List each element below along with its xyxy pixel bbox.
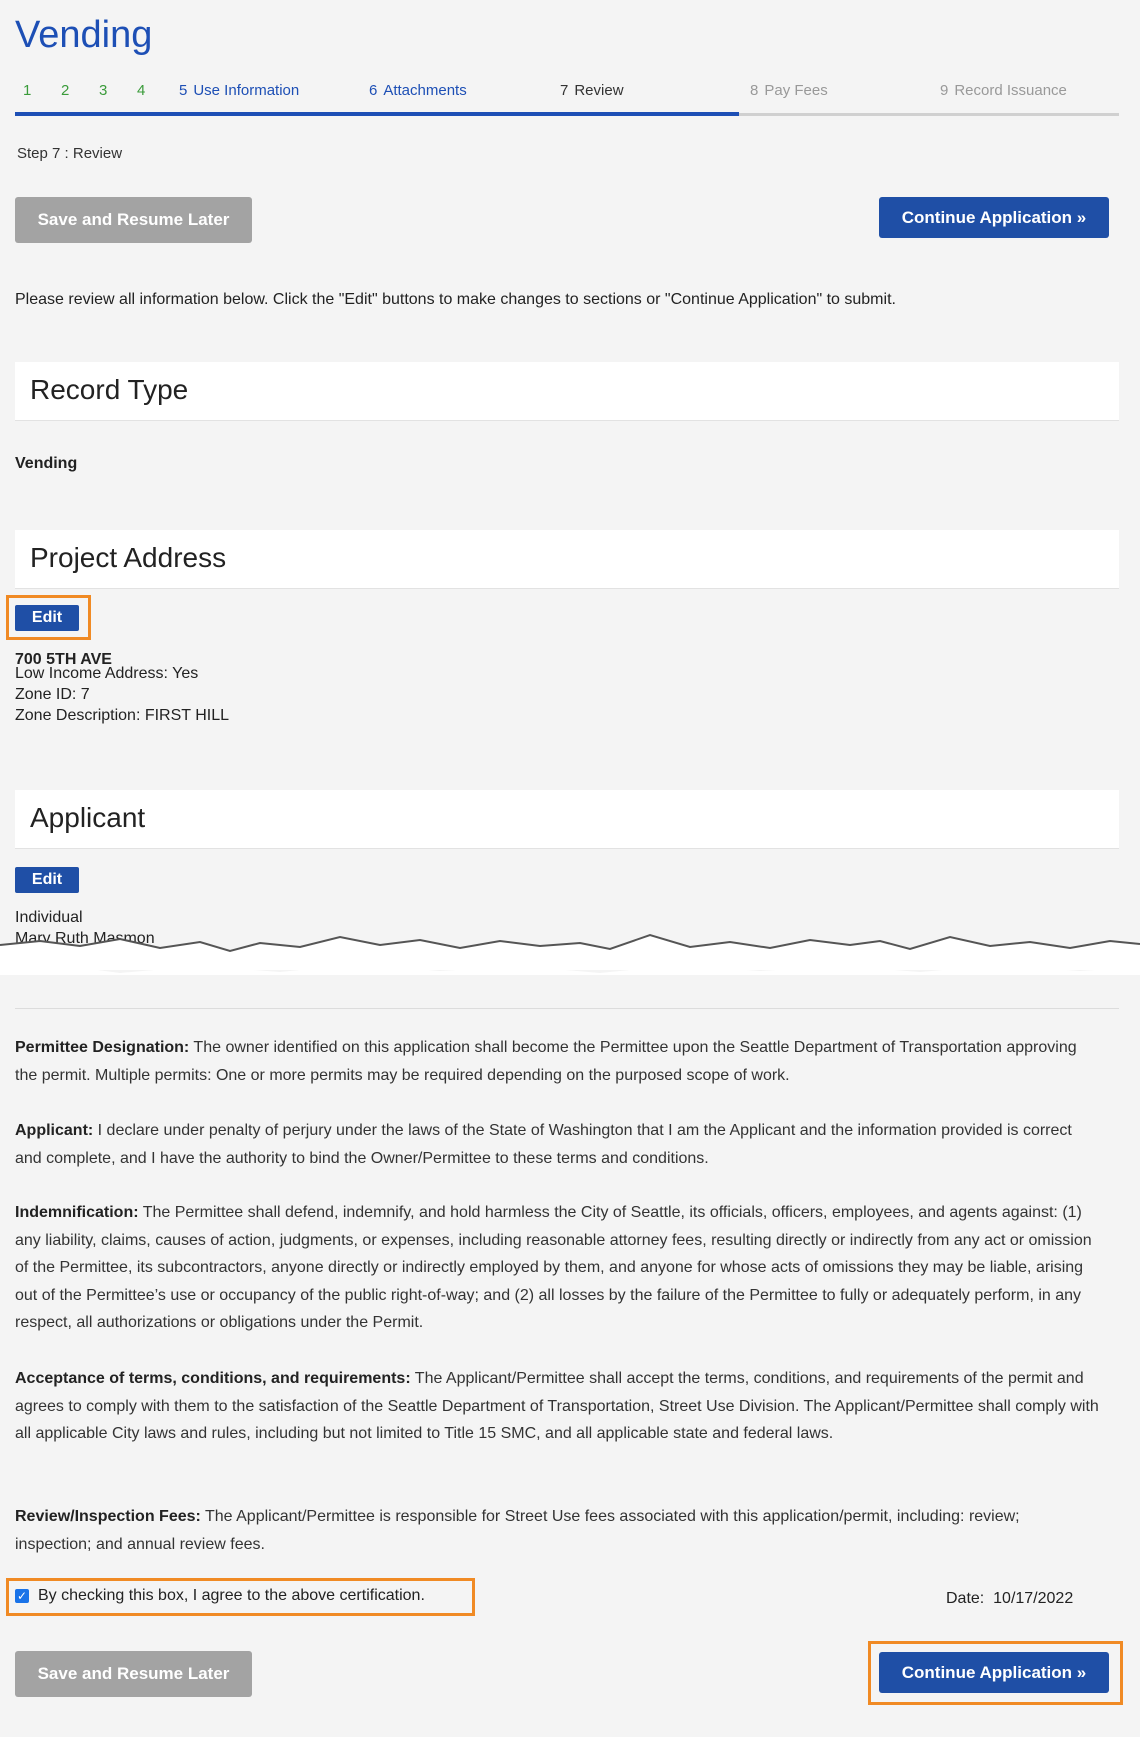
- torn-edge-divider: [0, 915, 1140, 1005]
- applicant-declaration-paragraph: Applicant: I declare under penalty of perjury under the laws of the State of Washington that I am the Applicant and the information provided is correct and complete, and I have the authority to bind the Owner/Permittee to these terms and conditions.: [15, 1122, 1072, 1167]
- step-4[interactable]: 4: [137, 82, 146, 99]
- review-instructions: Please review all information below. Click the "Edit" buttons to make changes to sections or "Continue Application" to submit.: [15, 291, 896, 308]
- acceptance-paragraph: Acceptance of terms, conditions, and requirements: The Applicant/Permittee shall accept the terms, conditions, and requirements of the permit and agrees to comply with them to the satisfaction of the Seattle Department of Transportation, Street Use Division. The Applicant/Permittee shall comply with all applicable City laws and rules, including but not limited to Title 15 SMC, and all applicable state and federal laws.: [15, 1370, 1099, 1442]
- step-3[interactable]: 3: [99, 82, 108, 99]
- progress-bar-rest: [739, 113, 1119, 116]
- zone-description: Zone Description: FIRST HILL: [15, 707, 230, 724]
- section-heading: Applicant: [30, 802, 146, 833]
- step-9-record-issuance: 9 Record Issuance: [940, 82, 1067, 99]
- permittee-designation-paragraph: Permittee Designation: The owner identified on this application shall become the Permittee upon the Seattle Department of Transportation approving the permit. Multiple permits: One or more permits may be required depending on the purposed scope of work.: [15, 1039, 1077, 1084]
- record-type-value: Vending: [15, 455, 78, 472]
- step-progress: [15, 70, 1119, 118]
- certification-row: [15, 1587, 425, 1605]
- save-resume-later-button[interactable]: Save and Resume Later: [15, 197, 252, 243]
- certification-checkbox[interactable]: ✓: [16, 1588, 28, 1603]
- date-label: Date:: [946, 1590, 985, 1607]
- applicant-name: Mary Ruth Masmon: [15, 930, 155, 947]
- page-title: Vending: [15, 14, 153, 56]
- certification-label: By checking this box, I agree to the above certification.: [38, 1587, 425, 1604]
- continue-application-button[interactable]: Continue Application »: [879, 197, 1109, 238]
- record-type-section-header: [15, 362, 1119, 421]
- low-income-status: Low Income Address: Yes: [15, 665, 199, 682]
- date-display: [946, 1590, 1073, 1608]
- edit-applicant-button[interactable]: Edit: [15, 867, 79, 893]
- step-1[interactable]: 1: [23, 82, 32, 99]
- step-5-use-information[interactable]: 5 Use Information: [179, 82, 300, 99]
- applicant-type: Individual: [15, 909, 83, 926]
- divider: [15, 1008, 1119, 1009]
- applicant-section-header: [15, 790, 1119, 849]
- project-address-section-header: [15, 530, 1119, 589]
- address-value: 700 5TH AVE: [15, 651, 112, 668]
- edit-project-address-button[interactable]: Edit: [15, 605, 79, 631]
- step-6-attachments[interactable]: 6 Attachments: [369, 82, 467, 99]
- save-resume-later-button-bottom[interactable]: Save and Resume Later: [15, 1651, 252, 1697]
- continue-application-button-bottom[interactable]: Continue Application »: [879, 1652, 1109, 1693]
- date-value: 10/17/2022: [993, 1590, 1074, 1607]
- zone-id: Zone ID: 7: [15, 686, 90, 703]
- step-8-pay-fees: 8 Pay Fees: [750, 82, 828, 99]
- current-step-label: Step 7 : Review: [17, 145, 123, 162]
- indemnification-paragraph: Indemnification: The Permittee shall defend, indemnify, and hold harmless the City of Seattle, its officials, officers, employees, and agents against: (1) any liability, claims, causes of action, judgments, or expenses, including reasonable attorney fees, resulting directly or indirectly from any act or omission of the Permittee, its subcontractors, anyone directly or indirectly employed by them, and anyone for whose acts of omissions they may be liable, arising out of the Permittee’s use or occupancy of the public right-of-way; and (2) all losses by the failure of the Permittee to fully or adequately perform, in any respect, all authorizations or obligations under the Permit.: [15, 1204, 1092, 1331]
- step-7-review: 7 Review: [560, 82, 624, 99]
- review-fees-paragraph: Review/Inspection Fees: The Applicant/Permittee is responsible for Street Use fees associated with this application/permit, including: review; inspection; and annual review fees.: [15, 1508, 1020, 1553]
- progress-bar-active: [15, 112, 739, 116]
- step-2[interactable]: 2: [61, 82, 70, 99]
- section-heading: Record Type: [30, 374, 189, 405]
- section-heading: Project Address: [30, 542, 227, 573]
